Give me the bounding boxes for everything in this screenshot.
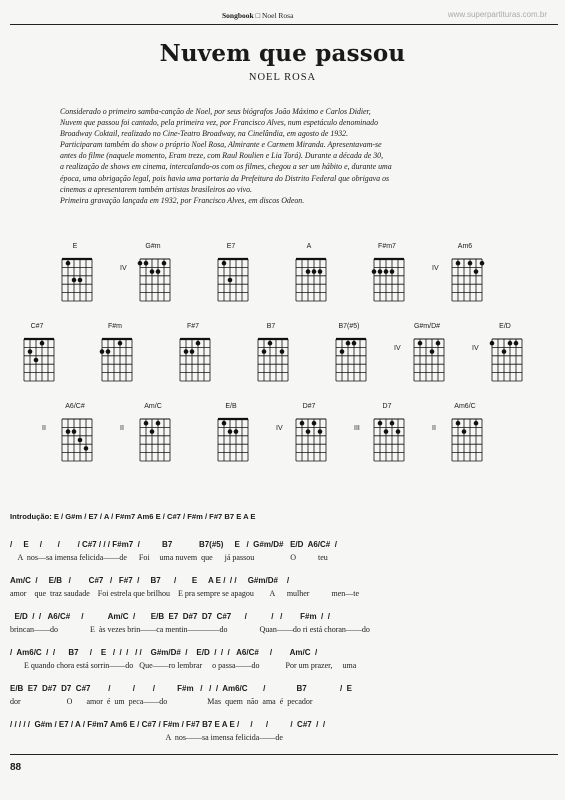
chord-diagram — [40, 403, 110, 483]
chord-grid-icon — [40, 415, 110, 475]
fret-marker: III — [354, 425, 360, 432]
chord-grid-icon — [118, 255, 188, 315]
chord-diagram — [158, 323, 228, 403]
chord-grid-icon — [274, 255, 344, 315]
chord-name: E/D — [499, 323, 511, 330]
chord-name: F#7 — [186, 323, 200, 330]
page-number: 88 — [10, 762, 22, 773]
lyric-line: E quando chora está sorrin——do Que——ro lembrar o passa——do Por um prazer, uma — [10, 661, 357, 670]
intro-line: Primeira gravação lançada em 1932, por Francisco Alves, em discos Odeon. — [60, 195, 305, 205]
chord-grid-icon — [2, 335, 72, 395]
chord-name: B7 — [266, 323, 276, 330]
introduction-line: Introdução: E / G#m / E7 / A / F#m7 Am6 E / C#7 / F#m / F#7 B7 E A E — [10, 512, 256, 521]
chord-diagram — [470, 323, 540, 403]
chord-diagram — [392, 323, 462, 403]
chord-grid-icon — [196, 415, 266, 475]
lyric-block — [10, 612, 555, 644]
chord-diagram — [118, 403, 188, 483]
intro-line: a realização de shows em cinema, intercalando-os com os filmes, chegou a ser um hábito e, durante uma — [60, 162, 392, 172]
lyric-line: dor O amor é um peca——do Mas quem não ama é pecador — [10, 697, 313, 706]
chord-diagram — [196, 243, 266, 323]
chord-diagram — [352, 243, 422, 323]
chord-name: C#7 — [30, 323, 44, 330]
fret-marker: II — [432, 425, 436, 432]
song-title: Nuvem que passou — [159, 40, 406, 67]
chord-diagram — [80, 323, 150, 403]
chord-name: E/B — [225, 403, 237, 410]
chord-diagram — [274, 243, 344, 323]
chord-diagram — [352, 403, 422, 483]
chord-grid-icon — [470, 335, 540, 395]
chord-grid-icon — [196, 255, 266, 315]
fret-marker: IV — [394, 345, 401, 352]
fret-marker: IV — [472, 345, 479, 352]
fret-marker: IV — [276, 425, 283, 432]
lyric-line: amor que traz saudade Foi estrela que brilhou E pra sempre se apagou A mulher men—te — [10, 589, 360, 598]
chord-line: Am/C / E/B / C#7 / F#7 / B7 / E A E / / / G#m/D# / — [10, 576, 290, 585]
chord-grid-icon — [392, 335, 462, 395]
chord-name: A6/C# — [65, 403, 85, 410]
intro-line: época, uma obrigação legal, pois havia uma portaria da Prefeitura do Distrito Federal que obrigava os — [60, 173, 390, 183]
chord-name: E7 — [226, 243, 236, 250]
chord-name: F#m7 — [378, 243, 396, 250]
chord-diagram — [118, 243, 188, 323]
chord-line: E/D / / A6/C# / Am/C / E/B E7 D#7 D7 C#7 / / / F#m / / — [10, 612, 330, 621]
intro-line: Considerado o primeiro samba-canção de Noel, por seus biógrafos João Máximo e Carlos Didier, — [60, 107, 371, 116]
header-rule — [10, 24, 558, 25]
chord-grid-icon — [352, 415, 422, 475]
chord-grid-icon — [274, 415, 344, 475]
chord-diagram — [430, 243, 500, 323]
intro-line: antes do filme (naquele momento, Eram treze, com Raul Roulien e Lia Torá). Durante a década de 30, — [60, 151, 384, 161]
chord-grid-icon — [118, 415, 188, 475]
chord-diagram — [274, 403, 344, 483]
intro-line: Nuvem que passou foi cantado, pela primeira vez, por Francisco Alves, num espetáculo denominado — [60, 118, 379, 128]
chord-grid-icon — [352, 255, 422, 315]
running-header — [222, 11, 293, 20]
lyric-line: A nos—sa imensa felicida——de Foi uma nuvem que já passou O teu — [10, 553, 328, 562]
lyric-block — [10, 720, 555, 752]
chord-diagram — [430, 403, 500, 483]
song-artist: NOEL ROSA — [248, 72, 317, 83]
chord-diagram — [236, 323, 306, 403]
chord-name: E — [72, 243, 78, 250]
chord-name: B7(#5) — [338, 323, 360, 330]
chord-line: E/B E7 D#7 D7 C#7 / / / F#m / / / Am6/C / B7 / E — [10, 684, 353, 693]
footer-rule — [10, 754, 558, 755]
chord-name: D#7 — [302, 403, 316, 410]
chord-name: Am/C — [144, 403, 162, 410]
chord-line: / E / / / C#7 / / / F#m7 / B7 B7(#5) E / G#m/D# E/D A6/C# / — [10, 540, 337, 549]
chord-name: Am6 — [457, 243, 473, 250]
chord-diagram — [196, 403, 266, 483]
chord-diagram — [2, 323, 72, 403]
header-sep: □ — [255, 11, 261, 20]
lyric-block — [10, 684, 555, 716]
chord-grid-icon — [430, 255, 500, 315]
lyric-line: brincan——do E às vezes brin——ca mentin————do Quan——do ri está choran——do — [10, 625, 370, 634]
intro-text — [60, 106, 505, 206]
chord-name: A — [306, 243, 312, 250]
chord-grid-icon — [430, 415, 500, 475]
chord-name: D7 — [382, 403, 392, 410]
chord-grid-icon — [314, 335, 384, 395]
chord-line: / Am6/C / / B7 / E / / / / / G#m/D# / E/D / / / A6/C# / Am/C / — [10, 648, 318, 657]
lyric-line: A nos——sa imensa felicida——de — [10, 733, 283, 742]
intro-line: Broadway Coktail, realizado no Cine-Teatro Broadway, na Cinelândia, em agosto de 1932. — [60, 129, 349, 139]
chord-diagram — [314, 323, 384, 403]
chord-name: Am6/C — [454, 403, 476, 410]
fret-marker: IV — [432, 265, 439, 272]
chord-diagram — [40, 243, 110, 323]
lyric-block — [10, 540, 555, 572]
header-book: Songbook — [222, 11, 254, 20]
watermark: www.superpartituras.com.br — [447, 10, 547, 19]
chord-grid-icon — [40, 255, 110, 315]
intro-line: Participaram também do show o próprio Noel Rosa, Almirante e Carmem Miranda. Apresentavam-se — [60, 140, 382, 150]
header-artist: Noel Rosa — [261, 11, 294, 20]
fret-marker: IV — [120, 265, 127, 272]
chord-name: F#m — [108, 323, 122, 330]
chord-name: G#m/D# — [413, 323, 441, 330]
chord-grid-icon — [158, 335, 228, 395]
chord-line: / / / / / G#m / E7 / A / F#m7 Am6 E / C#7 / F#m / F#7 B7 E A E / / / / C#7 / / — [10, 720, 326, 729]
chord-name: G#m — [145, 243, 161, 250]
lyric-block — [10, 576, 555, 608]
fret-marker: II — [120, 425, 124, 432]
lyric-block — [10, 648, 555, 680]
fret-marker: II — [42, 425, 46, 432]
chord-grid-icon — [236, 335, 306, 395]
intro-line: cinemas a apresentarem também artistas brasileiros ao vivo. — [60, 184, 252, 194]
chord-grid-icon — [80, 335, 150, 395]
